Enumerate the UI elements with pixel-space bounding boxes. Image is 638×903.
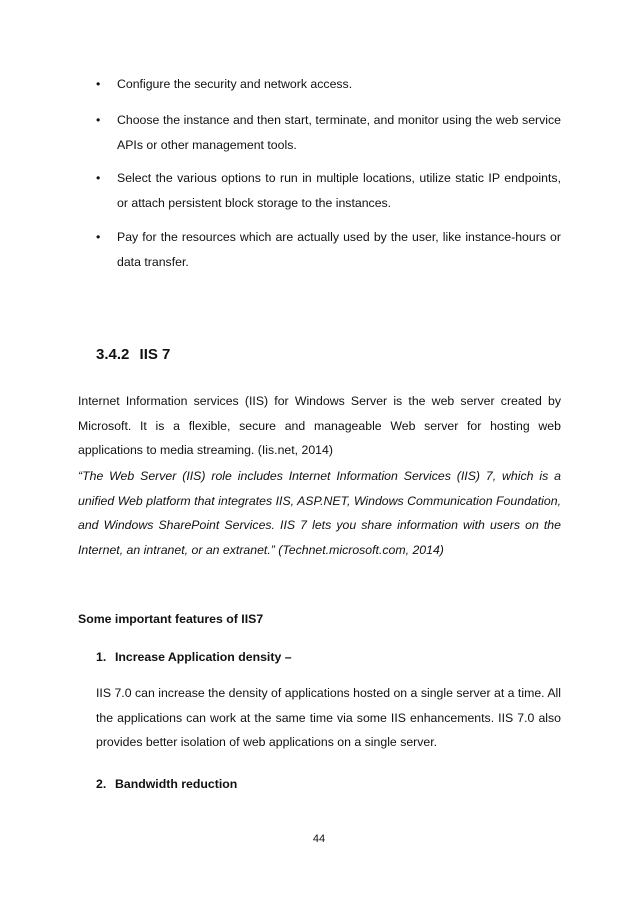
quote-paragraph: “The Web Server (IIS) role includes Internet Information Services (IIS) 7, which is a unified Web platform that integrates IIS, ASP.NET, Windows Communication Foundation, and Windows SharePoint Services. IIS 7 lets you share information with users on the Internet, an intranet, or an extranet.” (Technet.microsoft.com, 2014) <box>78 469 561 557</box>
page-number: 44 <box>312 833 326 845</box>
section-heading <box>96 343 170 367</box>
bullet-dot: • <box>96 77 101 91</box>
bullet-dot: • <box>96 171 101 185</box>
section-title: IIS 7 <box>139 346 171 363</box>
feature-title <box>96 772 237 797</box>
features-heading: Some important features of IIS7 <box>78 612 264 626</box>
bullet-text: Configure the security and network access. <box>117 77 353 91</box>
feature-body: IIS 7.0 can increase the density of applications hosted on a single server at a time. All the applications can work at the same time via some IIS enhancements. IIS 7.0 also provides better isolation of web applications on a single server. <box>96 686 561 749</box>
bullet-item <box>96 225 561 274</box>
section-number: 3.4.2 <box>96 346 130 363</box>
intro-paragraph: Internet Information services (IIS) for Windows Server is the web server created by Microsoft. It is a flexible, secure and manageable Web server for hosting web applications to media streaming. (Iis.net, 2014) <box>78 394 561 457</box>
feature-title-text: Increase Application density – <box>115 650 292 664</box>
bullet-item <box>96 108 561 157</box>
feature-title <box>96 645 292 670</box>
feature-number: 1. <box>96 650 107 664</box>
bullet-text: Choose the instance and then start, terminate, and monitor using the web service APIs or other management tools. <box>117 113 561 152</box>
bullet-item <box>96 166 561 215</box>
bullet-dot: • <box>96 230 101 244</box>
bullet-dot: • <box>96 113 101 127</box>
feature-number: 2. <box>96 777 107 791</box>
bullet-text: Select the various options to run in multiple locations, utilize static IP endpoints, or attach persistent block storage to the instances. <box>117 171 561 210</box>
bullet-text: Pay for the resources which are actually used by the user, like instance-hours or data transfer. <box>117 230 561 269</box>
feature-title-text: Bandwidth reduction <box>115 777 238 791</box>
bullet-item <box>96 72 561 97</box>
